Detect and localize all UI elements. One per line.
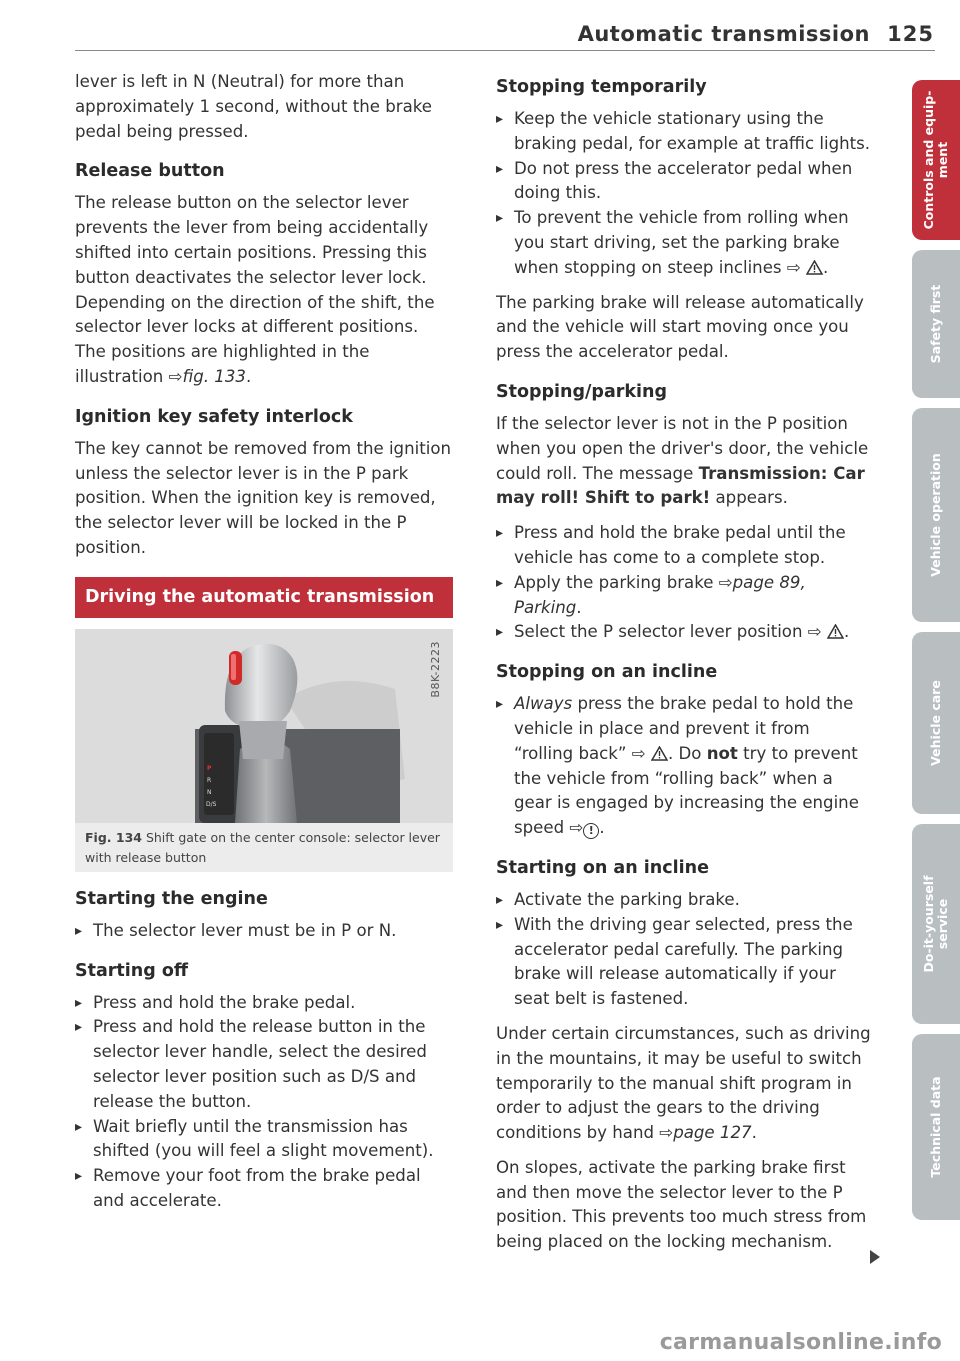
tab-technical-data[interactable]	[912, 1034, 960, 1220]
selector-lever-illustration	[75, 629, 453, 823]
tab-vehicle-care[interactable]	[912, 632, 960, 814]
warning-icon[interactable]	[651, 746, 668, 761]
note-icon[interactable]: !	[583, 823, 599, 839]
section-banner: Driving the automatic transmission	[75, 577, 453, 618]
incline-text: . Do	[667, 743, 707, 763]
release-text-end: .	[245, 366, 252, 386]
figure-code: B8K-2223	[429, 640, 443, 698]
chapter-title: Automatic transmission	[577, 22, 870, 46]
page-header	[0, 22, 960, 62]
page-89-link[interactable]: page 89, Parking	[514, 572, 806, 617]
list-item: ▸ Press and hold the brake pedal.	[75, 991, 453, 1016]
stopping-temporarily-heading: Stopping temporarily	[496, 77, 707, 97]
warning-icon[interactable]	[827, 624, 844, 639]
tab-safety-first[interactable]	[912, 250, 960, 398]
header-rule	[75, 50, 935, 51]
stopping-parking-list	[496, 521, 872, 645]
stopping-incline-list	[496, 692, 872, 841]
tab-label: Vehicle care	[928, 680, 943, 766]
list-item	[496, 571, 872, 621]
parking-text-end: appears.	[710, 488, 788, 508]
xref-arrow-icon: ⇨	[786, 257, 801, 277]
stopping-incline-heading: Stopping on an incline	[496, 662, 718, 683]
list-item: ▸ Press and hold the release button in the selector lever handle, select the desired selector lever position such as D/S and release the button.	[75, 1015, 453, 1114]
gate-letter-r: R	[207, 776, 212, 784]
fig-133-link[interactable]: fig. 133	[182, 366, 246, 386]
tab-label: Do-it-yourself service	[921, 875, 950, 973]
starting-engine-heading: Starting the engine	[75, 888, 268, 909]
tab-label: Technical data	[928, 1076, 943, 1178]
list-item: ▸ Remove your foot from the brake pedal and accelerate.	[75, 1164, 453, 1214]
release-button-heading: Release button	[75, 161, 225, 182]
xref-arrow-icon: ⇨	[168, 366, 183, 386]
xref-arrow-icon: ⇨	[569, 818, 584, 838]
period: .	[843, 622, 850, 642]
list-item: ▸ Press and hold the brake pedal until the vehicle has come to a complete stop.	[496, 521, 872, 571]
tab-label: Controls and equip- ment	[921, 90, 950, 230]
incline-text: try to prevent the vehicle from “rolling back” when a gear is engaged by increasing the engine speed	[514, 743, 859, 838]
release-button-paragraph	[75, 191, 453, 389]
xref-arrow-icon: ⇨	[659, 1123, 674, 1143]
mountain-text: Under certain circumstances, such as driving in the mountains, it may be useful to switch temporarily to the manual shift program in order to adjust the gears to the driving conditions by hand	[496, 1023, 871, 1143]
starting-off-heading: Starting off	[75, 960, 189, 981]
left-column	[75, 70, 453, 1224]
list-item: ▸ With the driving gear selected, press the accelerator pedal carefully. The parking brake will release automatically if your seat belt is fastened.	[496, 913, 872, 1012]
tab-label: Vehicle operation	[928, 453, 943, 577]
page-127-link[interactable]: page 127	[673, 1123, 752, 1143]
stopping-parking-heading: Stopping/parking	[496, 381, 668, 402]
parking-brake-release-paragraph: The parking brake will release automatically and the vehicle will start moving once you press the accelerator pedal.	[496, 292, 864, 362]
gate-letter-ds: D/S	[206, 800, 217, 808]
list-item-text: Apply the parking brake	[514, 572, 719, 592]
right-column	[496, 70, 872, 1265]
shift-gate-figure	[75, 629, 453, 823]
incline-text: press the brake pedal to hold the vehicle in place and prevent it from “rolling back”	[514, 694, 854, 763]
gate-letter-n: N	[207, 788, 212, 796]
parking-text: If the selector lever is not in the P position when you open the driver's door, the vehicle could roll. The message	[496, 413, 869, 483]
list-item-text: To prevent the vehicle from rolling when you start driving, set the parking brake when stopping on steep inclines	[514, 208, 849, 277]
mountain-paragraph	[496, 1022, 872, 1146]
always-emphasis: Always	[514, 694, 573, 714]
transmission-message: Transmission: Car may roll! Shift to park!	[496, 463, 865, 508]
period: .	[599, 818, 605, 838]
list-item	[496, 692, 872, 841]
figure-caption	[75, 823, 453, 872]
list-item-text: Select the P selector lever position	[514, 622, 808, 642]
starting-incline-heading: Starting on an incline	[496, 857, 709, 878]
continue-arrow-icon	[870, 1250, 880, 1264]
warning-icon[interactable]	[806, 260, 823, 275]
figure-caption-text: Shift gate on the center console: selector lever with release button	[85, 829, 440, 865]
list-item	[496, 620, 872, 645]
period: .	[576, 597, 582, 617]
tab-label: Safety first	[928, 284, 943, 364]
ignition-paragraph: The key cannot be removed from the ignition unless the selector lever is in the P park position. When the ignition key is removed, the selector lever will be locked in the P position.	[75, 438, 452, 557]
tab-do-it-yourself-service[interactable]	[912, 824, 960, 1024]
period: .	[823, 257, 829, 277]
watermark: carmanualsonline.info	[659, 1330, 942, 1355]
xref-arrow-icon: ⇨	[807, 622, 822, 642]
slopes-paragraph: On slopes, activate the parking brake first and then move the selector lever to the P position. This prevents too much stress from being placed on the locking mechanism.	[496, 1157, 867, 1252]
list-item: ▸ The selector lever must be in P or N.	[75, 919, 453, 944]
tab-controls-and-equipment[interactable]	[912, 80, 960, 240]
figure-label: Fig. 134	[85, 829, 142, 845]
stopping-parking-paragraph	[496, 412, 872, 511]
list-item	[496, 206, 872, 280]
stopping-temporarily-list	[496, 107, 872, 281]
list-item: ▸ Do not press the accelerator pedal when doing this.	[496, 157, 872, 207]
tab-vehicle-operation[interactable]	[912, 408, 960, 622]
starting-engine-list	[75, 919, 453, 944]
list-item: ▸ Wait briefly until the transmission has shifted (you will feel a slight movement).	[75, 1115, 453, 1165]
list-item: ▸ Activate the parking brake.	[496, 888, 872, 913]
xref-arrow-icon: ⇨	[631, 743, 646, 763]
ignition-heading: Ignition key safety interlock	[75, 406, 353, 427]
starting-incline-list	[496, 888, 872, 1012]
xref-arrow-icon: ⇨	[718, 572, 733, 592]
not-emphasis: not	[706, 743, 738, 763]
period: .	[751, 1123, 757, 1143]
gate-letter-p: P	[207, 764, 212, 772]
starting-off-list	[75, 991, 453, 1214]
intro-paragraph: lever is left in N (Neutral) for more than approximately 1 second, without the brake pedal being pressed.	[75, 72, 432, 141]
release-text: The release button on the selector lever prevents the lever from being accidentally shifted into certain positions. Pressing this button deactivates the selector lever lock. Depending on the direction of the shift, the selector lever locks at different positions. The positions are highlighted in the illustration	[75, 193, 435, 386]
list-item: ▸ Keep the vehicle stationary using the braking pedal, for example at traffic lights.	[496, 107, 872, 157]
page-number: 125	[887, 22, 934, 46]
